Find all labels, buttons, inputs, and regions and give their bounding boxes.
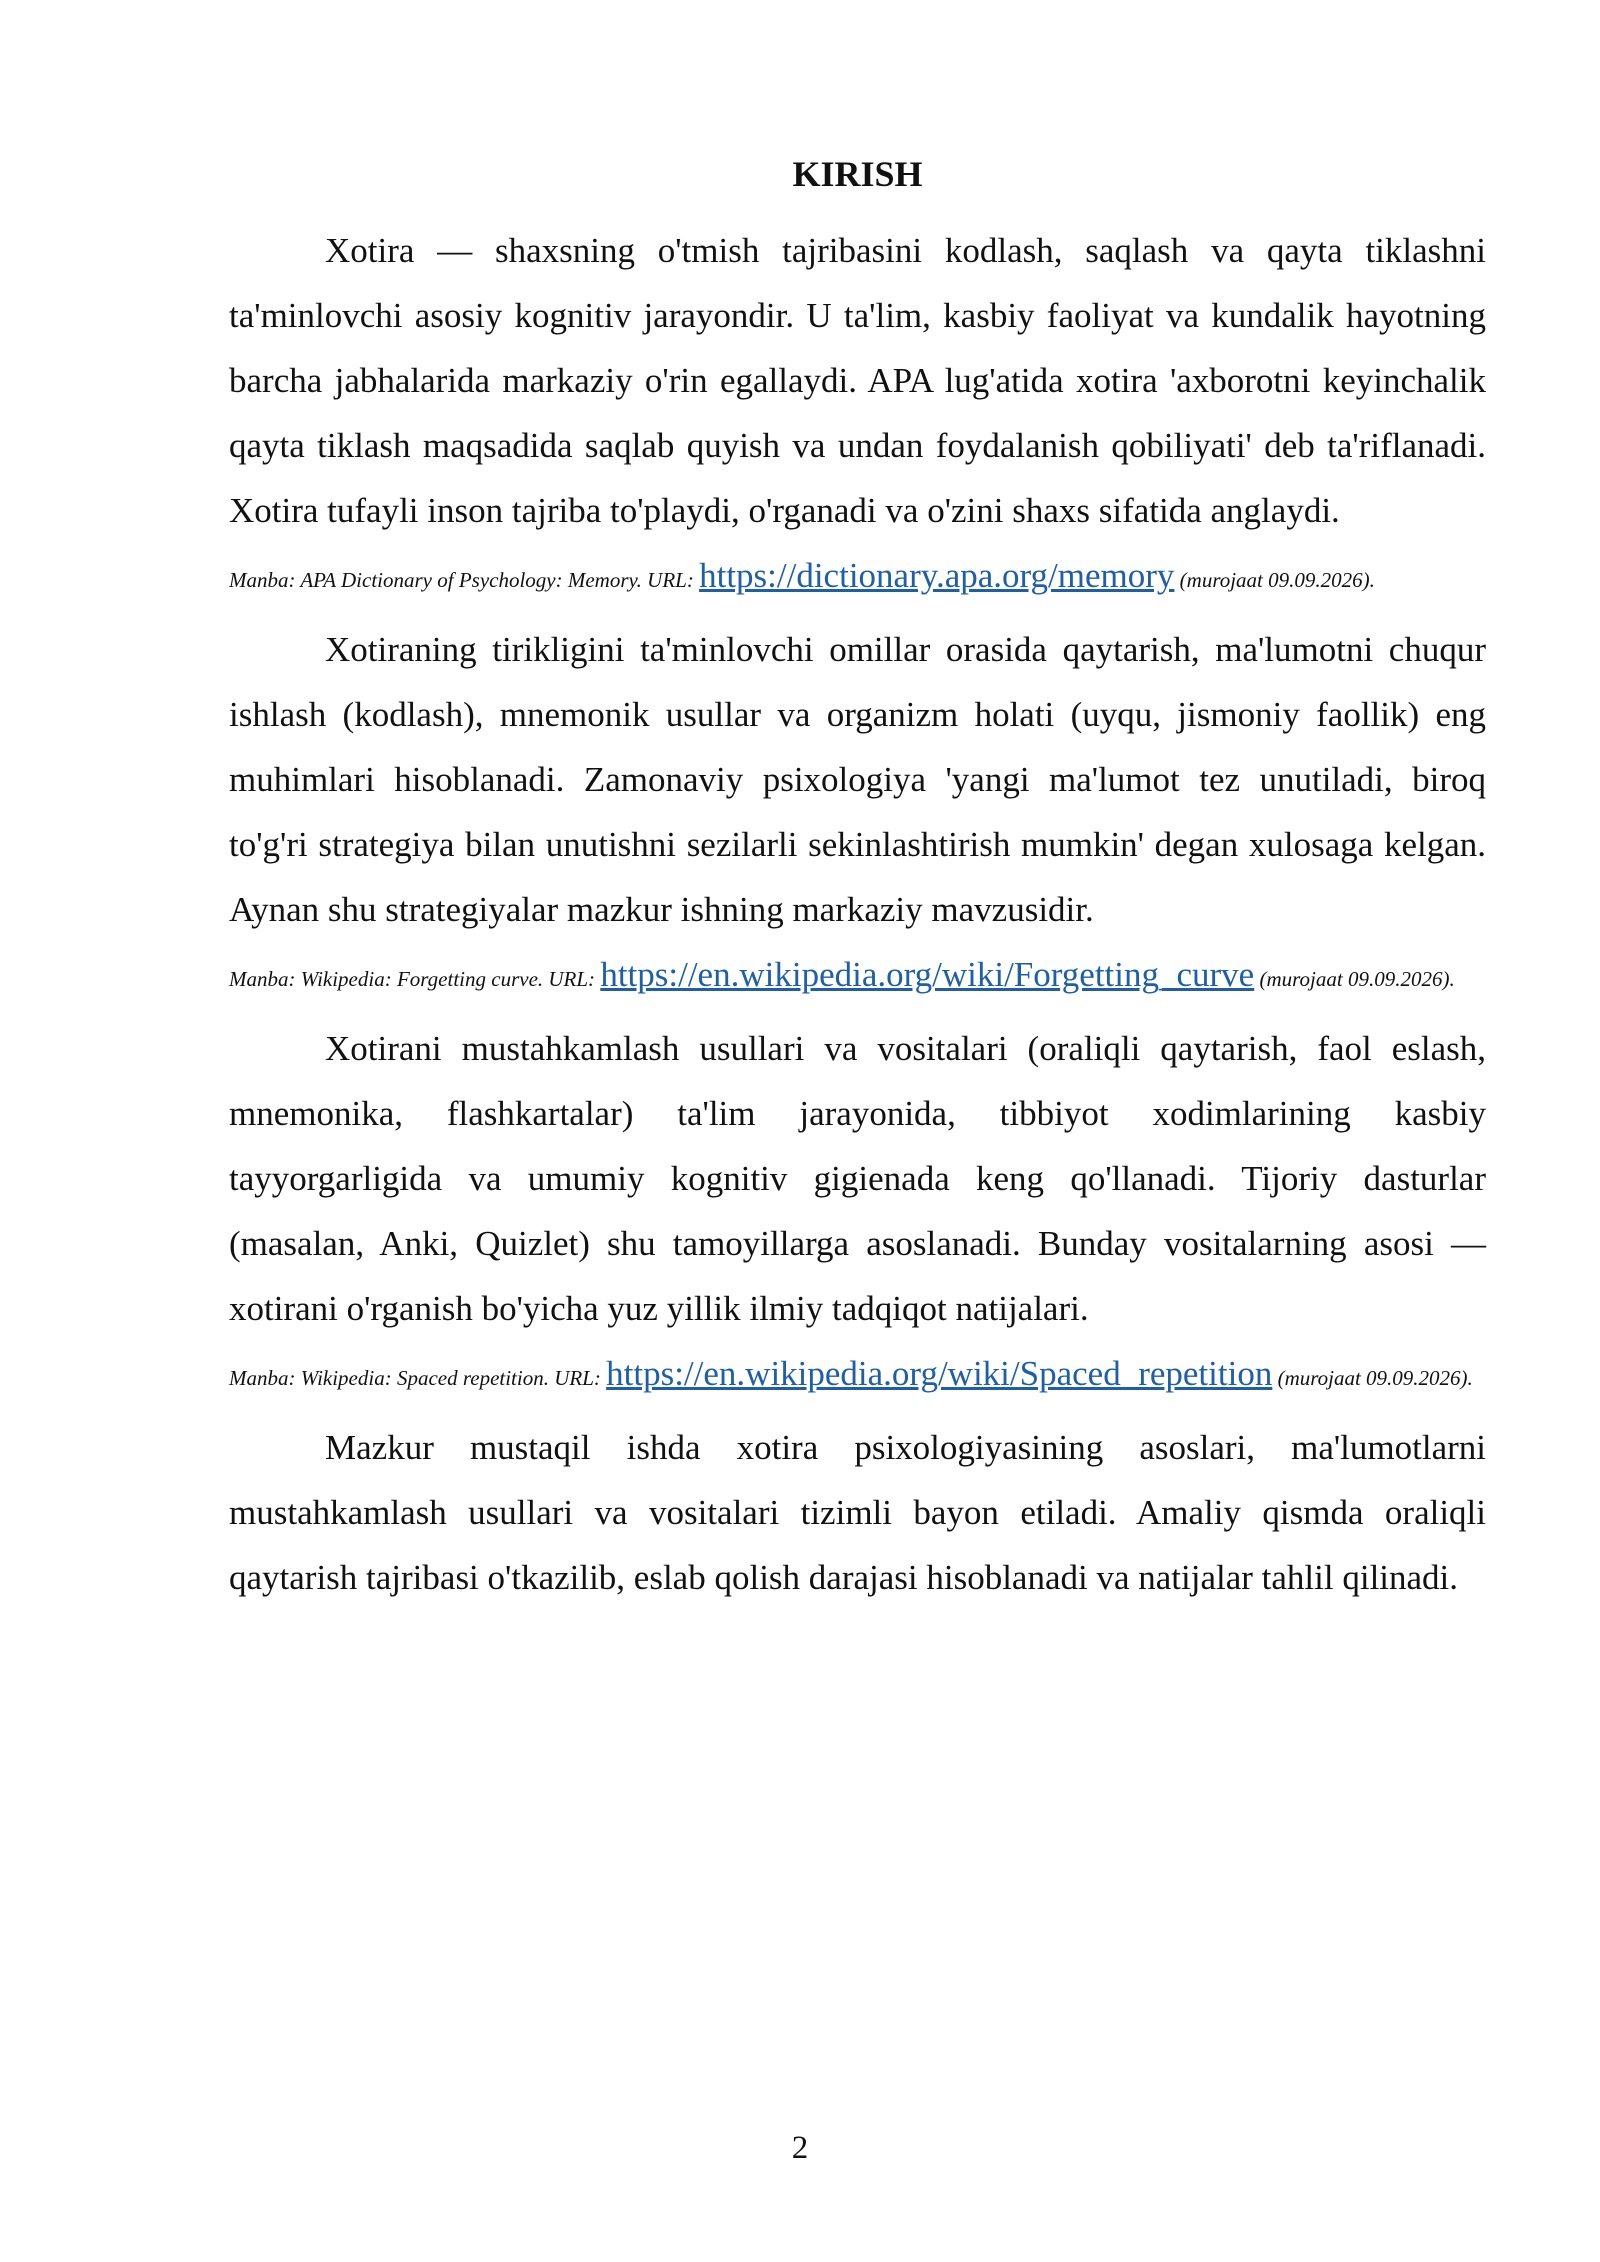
source-note-3 bbox=[229, 1354, 1486, 1393]
paragraph-1: Xotira — shaxsning o'tmish tajribasini kodlash, saqlash va qayta tiklashni ta'minlovchi asosiy kognitiv jarayondir. U ta'lim, kasbiy faoliyat va kundalik hayotning barcha jabhalarida markaziy o'rin egallaydi. APA lug'atida xotira 'axborotni keyinchalik qayta tiklash maqsadida saqlab quyish va undan foydalanish qobiliyati' deb ta'riflanadi. Xotira tufayli inson tajriba to'playdi, o'rganadi va o'zini shaxs sifatida anglaydi. bbox=[229, 231, 1486, 530]
page-number: 2 bbox=[791, 2130, 809, 2166]
source-prefix: Manba: APA Dictionary of Psychology: Memory. URL: bbox=[229, 568, 700, 592]
source-prefix: Manba: Wikipedia: Spaced repetition. URL: bbox=[229, 1366, 607, 1390]
page-content bbox=[229, 150, 1486, 1610]
source-note-2 bbox=[229, 955, 1486, 994]
section-title: KIRISH bbox=[792, 154, 923, 194]
paragraph-4: Mazkur mustaqil ishda xotira psixologiyasining asoslari, ma'lumotlarni mustahkamlash usullari va vositalari tizimli bayon etiladi. Amaliy qismda oraliqli qaytarish tajribasi o'tkazilib, eslab qolish darajasi hisoblanadi va natijalar tahlil qilinadi. bbox=[229, 1428, 1486, 1597]
source-prefix: Manba: Wikipedia: Forgetting curve. URL: bbox=[229, 967, 601, 991]
source-link-spaced-repetition[interactable]: https://en.wikipedia.org/wiki/Spaced_repetition bbox=[606, 1354, 1273, 1393]
source-note-1 bbox=[229, 556, 1486, 595]
source-suffix: (murojaat 09.09.2026). bbox=[1254, 967, 1455, 991]
source-suffix: (murojaat 09.09.2026). bbox=[1174, 568, 1375, 592]
paragraph-2: Xotiraning tirikligini ta'minlovchi omillar orasida qaytarish, ma'lumotni chuqur ishlash (kodlash), mnemonik usullar va organizm holati (uyqu, jismoniy faollik) eng muhimlari hisoblanadi. Zamonaviy psixologiya 'yangi ma'lumot tez unutiladi, biroq to'g'ri strategiya bilan unutishni sezilarli sekinlashtirish mumkin' degan xulosaga kelgan. Aynan shu strategiyalar mazkur ishning markaziy mavzusidir. bbox=[229, 630, 1486, 929]
source-suffix: (murojaat 09.09.2026). bbox=[1272, 1366, 1473, 1390]
paragraph-3: Xotirani mustahkamlash usullari va vositalari (oraliqli qaytarish, faol eslash, mnemonika, flashkartalar) ta'lim jarayonida, tibbiyot xodimlarining kasbiy tayyorgarligida va umumiy kognitiv gigienada keng qo'llanadi. Tijoriy dasturlar (masalan, Anki, Quizlet) shu tamoyillarga asoslanadi. Bunday vositalarning asosi — xotirani o'rganish bo'yicha yuz yillik ilmiy tadqiqot natijalari. bbox=[229, 1029, 1486, 1328]
source-link-forgetting-curve[interactable]: https://en.wikipedia.org/wiki/Forgetting_curve bbox=[600, 955, 1255, 994]
source-link-apa-memory[interactable]: https://dictionary.apa.org/memory bbox=[699, 556, 1175, 595]
